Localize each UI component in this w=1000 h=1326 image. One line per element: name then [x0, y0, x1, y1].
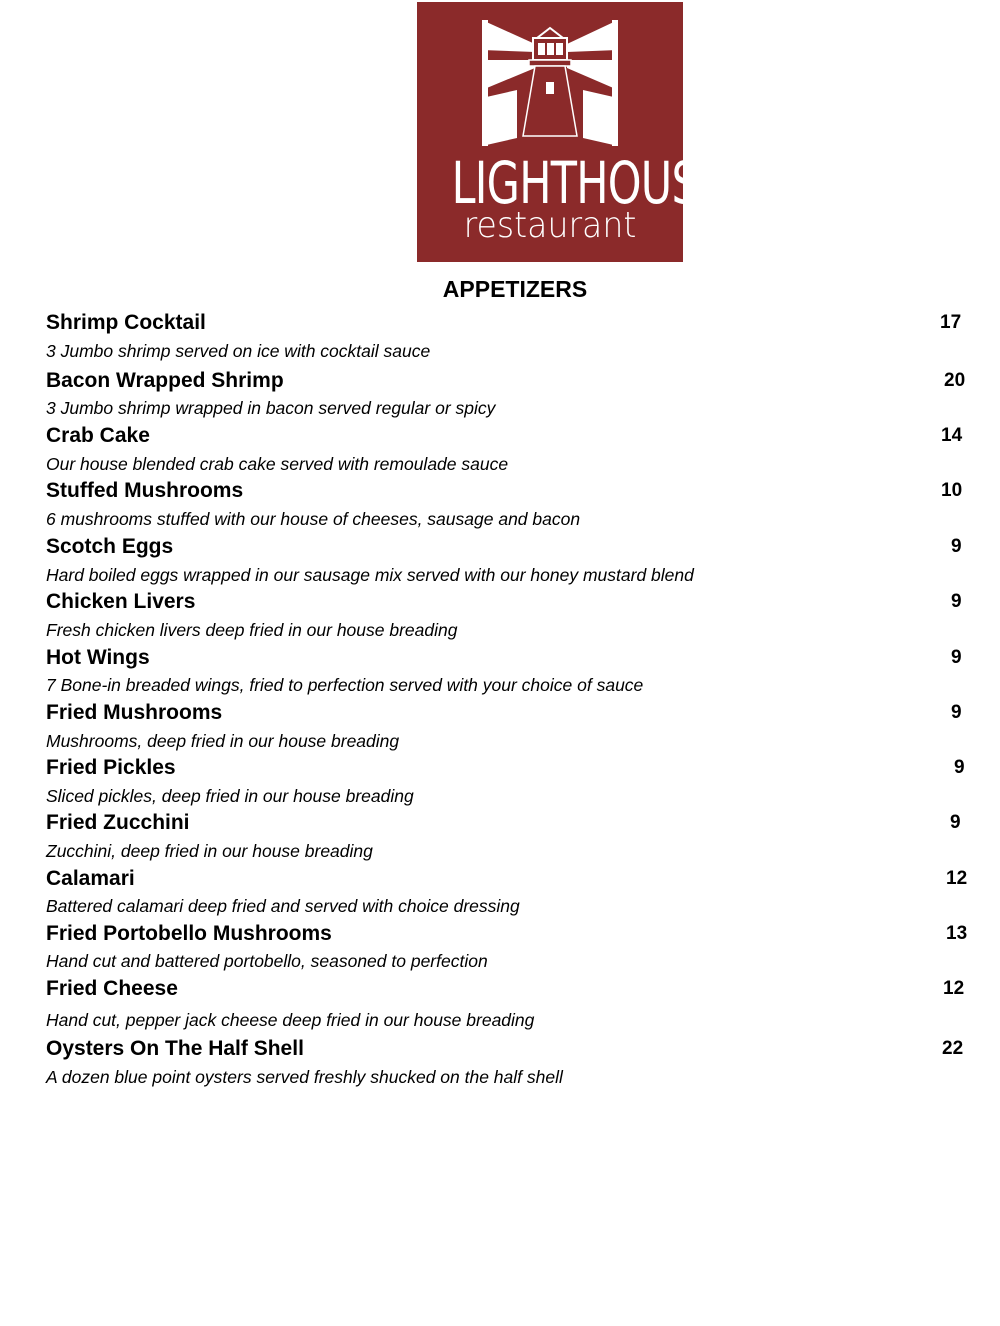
- item-price: 20: [944, 370, 966, 391]
- item-name: Crab Cake: [46, 424, 150, 447]
- item-name: Scotch Eggs: [46, 535, 174, 558]
- item-description: Mushrooms, deep fried in our house breading: [46, 731, 400, 751]
- item-description: Battered calamari deep fried and served with choice dressing: [46, 896, 520, 916]
- item-price: 22: [942, 1038, 964, 1059]
- item-name: Fried Cheese: [46, 977, 178, 1000]
- item-name: Hot Wings: [46, 646, 150, 669]
- restaurant-logo: [417, 2, 725, 262]
- item-description: 3 Jumbo shrimp wrapped in bacon served regular or spicy: [46, 398, 496, 418]
- section-title: APPETIZERS: [442, 276, 588, 302]
- item-name: Calamari: [46, 867, 135, 890]
- item-price: 12: [943, 978, 965, 999]
- item-name: Fried Zucchini: [46, 811, 190, 834]
- item-description: Zucchini, deep fried in our house breading: [46, 841, 373, 861]
- item-name: Fried Portobello Mushrooms: [46, 922, 332, 945]
- item-description: Hand cut and battered portobello, seasoned to perfection: [46, 951, 488, 971]
- item-name: Fried Mushrooms: [46, 701, 223, 724]
- item-price: 17: [940, 312, 962, 333]
- item-description: A dozen blue point oysters served freshly shucked on the half shell: [46, 1067, 563, 1087]
- logo-title: LIGHTHOUSE: [451, 149, 725, 217]
- logo-subtitle: restaurant: [463, 205, 637, 246]
- item-description: 6 mushrooms stuffed with our house of cheeses, sausage and bacon: [46, 509, 581, 529]
- item-description: Our house blended crab cake served with remoulade sauce: [46, 454, 509, 474]
- item-price: 9: [951, 702, 962, 723]
- item-price: 12: [946, 868, 968, 889]
- item-price: 9: [950, 812, 961, 833]
- item-description: 7 Bone-in breaded wings, fried to perfection served with your choice of sauce: [46, 675, 644, 695]
- item-price: 9: [951, 536, 962, 557]
- item-name: Chicken Livers: [46, 590, 196, 613]
- item-description: Hard boiled eggs wrapped in our sausage mix served with our honey mustard blend: [46, 565, 694, 585]
- item-price: 13: [946, 923, 968, 944]
- item-price: 14: [941, 425, 963, 446]
- item-price: 9: [951, 647, 962, 668]
- item-price: 9: [951, 591, 962, 612]
- item-name: Shrimp Cocktail: [46, 311, 206, 334]
- item-name: Oysters On The Half Shell: [46, 1037, 304, 1060]
- item-description: Hand cut, pepper jack cheese deep fried in our house breading: [46, 1010, 535, 1030]
- item-description: Fresh chicken livers deep fried in our house breading: [46, 620, 458, 640]
- item-price: 9: [954, 757, 965, 778]
- item-name: Bacon Wrapped Shrimp: [46, 369, 284, 392]
- item-description: Sliced pickles, deep fried in our house breading: [46, 786, 414, 806]
- item-price: 10: [941, 480, 963, 501]
- item-name: Fried Pickles: [46, 756, 176, 779]
- item-description: 3 Jumbo shrimp served on ice with cocktail sauce: [46, 341, 431, 361]
- item-name: Stuffed Mushrooms: [46, 479, 244, 502]
